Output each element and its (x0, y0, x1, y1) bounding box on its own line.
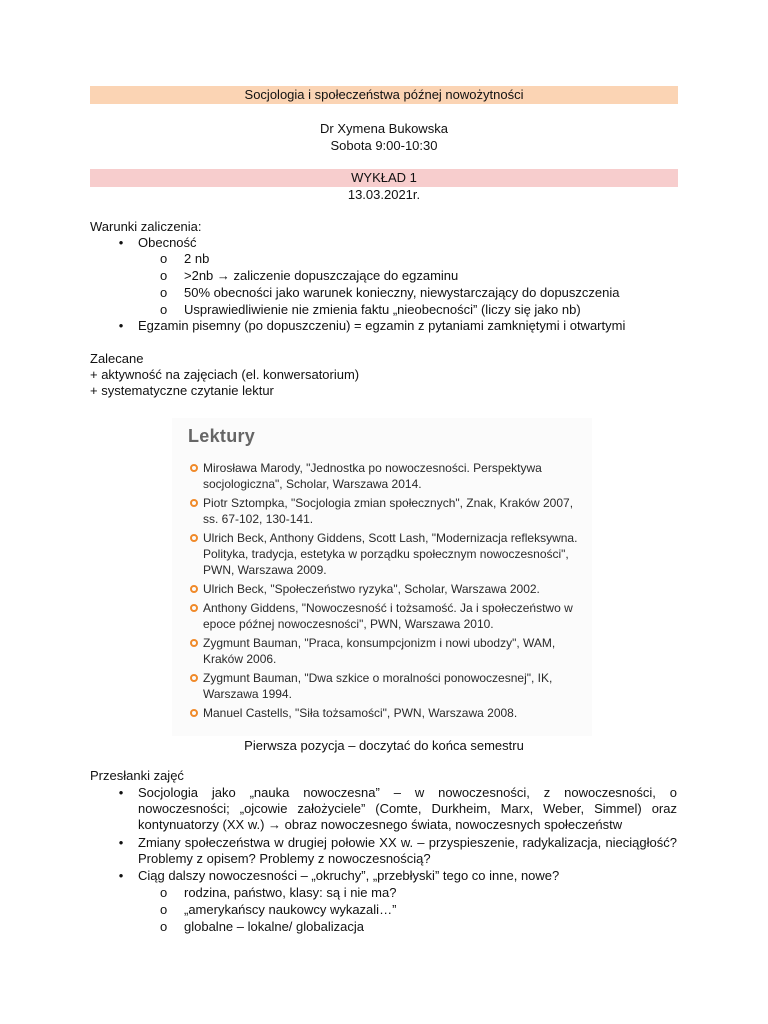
bullet-icon: • (118, 868, 124, 883)
exam-text: Egzamin pisemny (po dopuszczeniu) = egzamin z pytaniami zamkniętymi i otwartymi (138, 318, 626, 333)
recommended-heading: Zalecane (90, 351, 144, 366)
reading-text: Anthony Giddens, "Nowoczesność i tożsamość. Ja i społeczeństwo w epoce późnej nowoczesności", PWN, Warszawa 2010. (203, 601, 573, 631)
reading-text: Mirosława Marody, "Jednostka po nowoczesności. Perspektywa socjologiczna", Scholar, Warszawa 2014. (203, 461, 542, 491)
readings-slide (172, 418, 592, 736)
ring-bullet-icon (190, 604, 198, 612)
reading-item (190, 600, 585, 632)
sub-bullet-icon: o (160, 268, 168, 283)
premise-text: Zmiany społeczeństwa w drugiej połowie XX w. – przyspieszenie, radykalizacja, nieciągłość? Problemy z opisem? Problemy z nowoczesnością? (138, 835, 677, 866)
recommended-item: + systematyczne czytanie lektur (90, 383, 274, 398)
reading-text: Zygmunt Bauman, "Praca, konsumpcjonizm i nowi ubodzy", WAM, Kraków 2006. (203, 636, 556, 666)
lecture-date: 13.03.2021r. (347, 187, 421, 202)
reading-item (190, 581, 585, 597)
readings-note: Pierwsza pozycja – doczytać do końca semestru (244, 738, 524, 753)
course-title: Socjologia i społeczeństwa późnej nowożytności (90, 86, 678, 104)
ring-bullet-icon (190, 464, 198, 472)
reading-item (190, 705, 585, 721)
recommended-item: + aktywność na zajęciach (el. konwersatorium) (90, 367, 360, 382)
lecturer-name: Dr Xymena Bukowska (320, 121, 448, 136)
sub-bullet-icon: o (160, 919, 168, 934)
premise-sub-text: rodzina, państwo, klasy: są i nie ma? (184, 885, 397, 900)
ring-bullet-icon (190, 499, 198, 507)
attendance-sub-text: 2 nb (184, 251, 210, 266)
attendance-sub-text: 50% obecności jako warunek konieczny, niewystarczający do dopuszczenia (184, 285, 620, 300)
reading-item (190, 460, 585, 492)
reading-text: Ulrich Beck, "Społeczeństwo ryzyka", Scholar, Warszawa 2002. (203, 582, 540, 596)
readings-heading: Lektury (188, 426, 256, 446)
sub-bullet-icon: o (160, 302, 168, 317)
reading-item (190, 635, 585, 667)
reading-text: Manuel Castells, "Siła tożsamości", PWN, Warszawa 2008. (203, 706, 518, 720)
attendance-sub-text: Usprawiedliwienie nie zmienia faktu „nieobecności” (liczy się jako nb) (184, 302, 581, 317)
premises-heading: Przesłanki zajęć (90, 768, 184, 783)
premise-text: Ciąg dalszy nowoczesności – „okruchy”, „przebłyski” tego co inne, nowe? (138, 868, 560, 883)
ring-bullet-icon (190, 639, 198, 647)
ring-bullet-icon (190, 674, 198, 682)
lecture-title: WYKŁAD 1 (90, 169, 678, 187)
sub-bullet-icon: o (160, 885, 168, 900)
requirements-heading: Warunki zaliczenia: (90, 219, 202, 234)
bullet-icon: • (118, 318, 124, 333)
reading-item (190, 670, 585, 702)
premise-sub-text: „amerykańscy naukowcy wykazali…” (184, 902, 397, 917)
reading-text: Piotr Sztompka, "Socjologia zmian społecznych", Znak, Kraków 2007, ss. 67-102, 130-141. (203, 496, 574, 526)
sub-bullet-icon: o (160, 285, 168, 300)
reading-item (190, 495, 585, 527)
reading-text: Ulrich Beck, Anthony Giddens, Scott Lash, "Modernizacja refleksywna. Polityka, tradycja, estetyka w porządku społecznym nowoczesności", PWN, Warszawa 2009. (203, 531, 578, 577)
sub-bullet-icon: o (160, 902, 168, 917)
schedule: Sobota 9:00-10:30 (330, 138, 438, 153)
sub-bullet-icon: o (160, 251, 168, 266)
ring-bullet-icon (190, 709, 198, 717)
bullet-icon: • (118, 235, 124, 250)
reading-item (190, 530, 585, 578)
premise-text: Socjologia jako „nauka nowoczesna” – w nowoczesności, z nowoczesności, o nowoczesności; „ojcowie założyciele” (Comte, Durkheim, Marx, Weber, Simmel) oraz kontynuatorzy (XX w.) → obraz nowoczesnego świata, nowoczesnych społeczeństw (138, 785, 677, 832)
ring-bullet-icon (190, 585, 198, 593)
bullet-icon: • (118, 785, 124, 800)
reading-text: Zygmunt Bauman, "Dwa szkice o moralności ponowoczesnej", IK, Warszawa 1994. (203, 671, 553, 701)
premise-sub-text: globalne – lokalne/ globalizacja (184, 919, 364, 934)
attendance-sub-text: >2nb → zaliczenie dopuszczające do egzaminu (184, 268, 459, 283)
bullet-icon: • (118, 835, 124, 850)
ring-bullet-icon (190, 534, 198, 542)
attendance-label: Obecność (138, 235, 197, 250)
